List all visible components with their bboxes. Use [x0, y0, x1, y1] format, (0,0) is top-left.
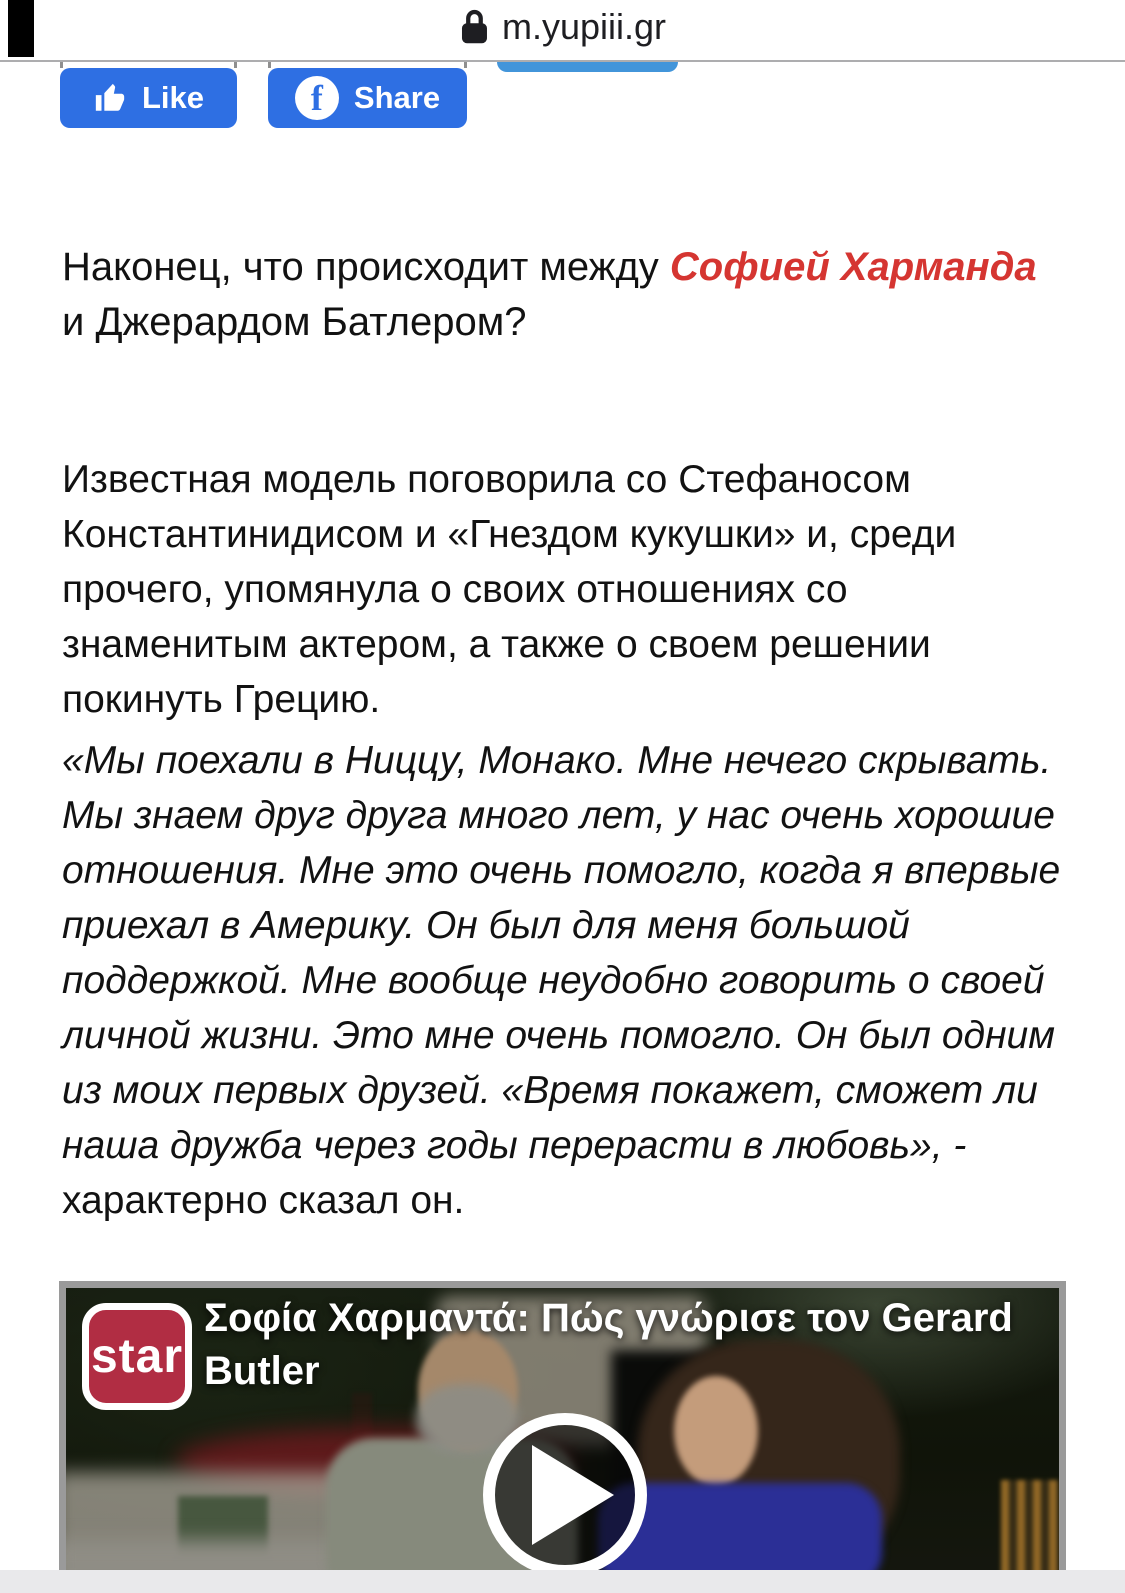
video-title: Σοφία Χαρμαντά: Πώς γνώρισε τον Gerard Butler	[204, 1296, 1013, 1393]
share-button-label: Share	[353, 80, 441, 115]
quote-attribution-text: характерно сказал он.	[62, 1179, 465, 1222]
person-link[interactable]: Софией Харманда	[669, 245, 1037, 289]
play-icon	[516, 1445, 614, 1545]
star-logo-text: star	[90, 1330, 184, 1383]
url-field[interactable]	[459, 6, 666, 48]
url-text: m.yupiii.gr	[501, 6, 667, 47]
thumbnail-fence	[1001, 1480, 1059, 1580]
lock-icon	[459, 8, 489, 46]
like-button-label: Like	[141, 80, 205, 115]
partial-share-button[interactable]	[497, 62, 678, 72]
quote-italic-text: «Мы поехали в Ниццу, Монако. Мне нечего скрывать. Мы знаем друг друга много лет, у нас очень хорошие отношения. Мне это очень помогло, когда я впервые приехал в Америку. Он был для меня большой поддержкой. Мне вообще неудобно говорить о своей личной жизни. Это мне очень помогло. Он был одним из моих первых друзей. «Время покажет, сможет ли наша дружба через годы перерасти в любовь», -	[62, 739, 1061, 1167]
status-bar-fragment	[8, 0, 34, 57]
facebook-share-button[interactable]	[268, 68, 467, 128]
facebook-logo-icon: f	[295, 76, 339, 120]
star-channel-logo	[82, 1303, 192, 1410]
video-thumbnail	[66, 1288, 1059, 1593]
article-paragraph: Известная модель поговорила со Стефаносом Константинидисом и «Гнездом кукушки» и, среди прочего, упомянула о своих отношениях со знаменитым актером, а также о своем решении покинуть Грецию.	[62, 458, 957, 721]
browser-address-bar	[0, 0, 1125, 60]
play-button[interactable]	[483, 1413, 647, 1577]
video-player[interactable]	[59, 1281, 1066, 1593]
article-quote-paragraph	[62, 733, 1077, 1228]
article-title	[62, 240, 1067, 350]
bottom-gray-strip	[0, 1570, 1125, 1593]
title-text-pre: Наконец, что происходит между	[62, 245, 670, 289]
title-text-post: и Джерардом Батлером?	[62, 300, 527, 344]
thumbs-up-icon	[93, 81, 127, 115]
facebook-like-button[interactable]	[60, 68, 237, 128]
